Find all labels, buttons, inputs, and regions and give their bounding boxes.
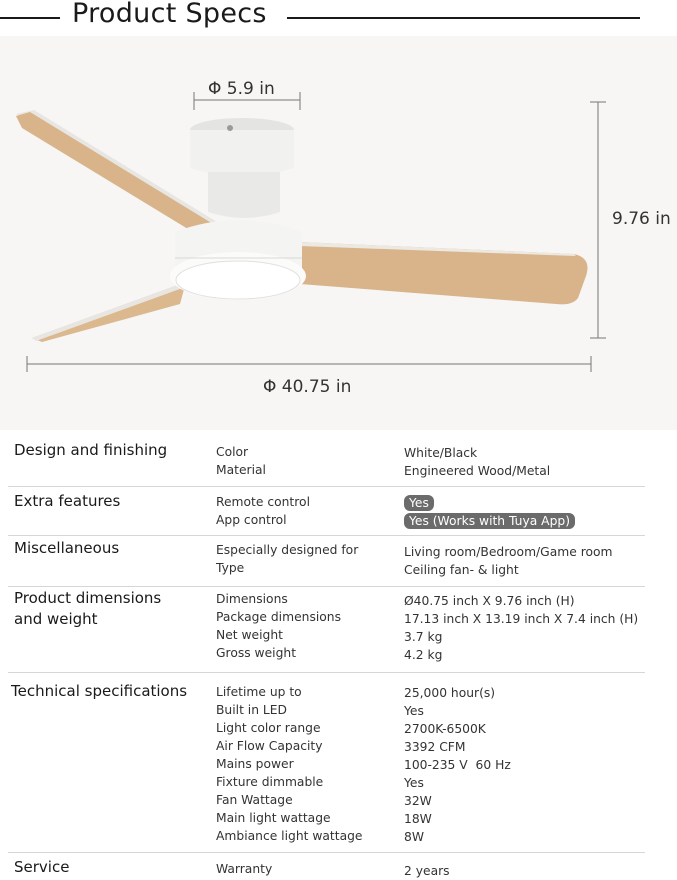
spec-section-design	[8, 436, 645, 487]
spec-value: 25,000 hour(s)	[404, 686, 496, 700]
spec-category: Extra features	[14, 492, 121, 510]
spec-key: Net weight	[216, 628, 283, 642]
spec-section-technical	[8, 673, 645, 853]
spec-key: Package dimensions	[216, 610, 341, 624]
spec-value: Yes	[404, 776, 424, 790]
spec-value: 32W	[404, 794, 432, 808]
section-header	[0, 0, 677, 36]
height-label: 9.76 in	[612, 209, 671, 229]
spec-value: 100-235 V 60 Hz	[404, 758, 511, 772]
spec-category: and weight	[14, 610, 98, 628]
header-rule-left	[0, 17, 60, 19]
spec-section-miscellaneous	[8, 536, 645, 587]
spec-value: Yes	[404, 704, 424, 718]
spec-category: Product dimensions	[14, 589, 162, 607]
spec-value: Living room/Bedroom/Game room	[404, 545, 613, 559]
spec-value: 18W	[404, 812, 432, 826]
canopy-diameter-label: Φ 5.9 in	[208, 79, 275, 99]
spec-key: Remote control	[216, 495, 310, 509]
spec-section-extra-features	[8, 487, 645, 536]
spec-key: App control	[216, 513, 287, 527]
product-image-area	[0, 36, 677, 430]
spec-key: Ambiance light wattage	[216, 829, 363, 843]
highlight-badge: Yes	[404, 495, 434, 511]
spec-value: 3.7 kg	[404, 630, 443, 644]
spec-value: Ø40.75 inch X 9.76 inch (H)	[404, 594, 575, 608]
highlight-badge: Yes (Works with Tuya App)	[404, 513, 575, 529]
spec-value: Engineered Wood/Metal	[404, 464, 551, 478]
spec-key: Color	[216, 445, 249, 459]
spec-value: 2700K-6500K	[404, 722, 486, 736]
blade-lower-left	[32, 282, 188, 342]
header-rule-right	[287, 17, 640, 19]
spec-value: 3392 CFM	[404, 740, 466, 754]
spec-key: Air Flow Capacity	[216, 739, 323, 753]
spec-value: Ceiling fan- & light	[404, 563, 519, 577]
spec-key: Warranty	[216, 862, 273, 876]
spec-key: Built in LED	[216, 703, 288, 717]
ceiling-fan-illustration	[0, 36, 677, 430]
spec-key: Type	[216, 561, 245, 575]
spec-key: Material	[216, 463, 266, 477]
spec-category: Design and finishing	[14, 441, 168, 459]
blade-right	[300, 242, 588, 304]
spec-section-service	[8, 853, 645, 879]
spec-category: Service	[14, 858, 70, 876]
spec-section-dimensions	[8, 587, 645, 673]
spec-category: Technical specifications	[11, 682, 188, 700]
span-dimension-line	[27, 356, 591, 372]
spec-value: 2 years	[404, 864, 450, 878]
spec-key: Fixture dimmable	[216, 775, 324, 789]
spec-key: Main light wattage	[216, 811, 331, 825]
spec-key: Lifetime up to	[216, 685, 302, 699]
spec-value	[404, 512, 575, 530]
height-dimension-line	[590, 102, 606, 338]
spec-key: Light color range	[216, 721, 321, 735]
spec-key: Dimensions	[216, 592, 288, 606]
spec-value	[404, 494, 434, 512]
spec-value: 4.2 kg	[404, 648, 443, 662]
spec-category: Miscellaneous	[14, 539, 120, 557]
spec-value: 17.13 inch X 13.19 inch X 7.4 inch (H)	[404, 612, 639, 626]
page-title: Product Specs	[72, 0, 267, 29]
spec-key: Gross weight	[216, 646, 297, 660]
spec-key: Fan Wattage	[216, 793, 293, 807]
spec-value: 8W	[404, 830, 424, 844]
spec-key: Mains power	[216, 757, 294, 771]
spec-key: Especially designed for	[216, 543, 359, 557]
span-diameter-label: Φ 40.75 in	[263, 377, 352, 397]
spec-value: White/Black	[404, 446, 478, 460]
